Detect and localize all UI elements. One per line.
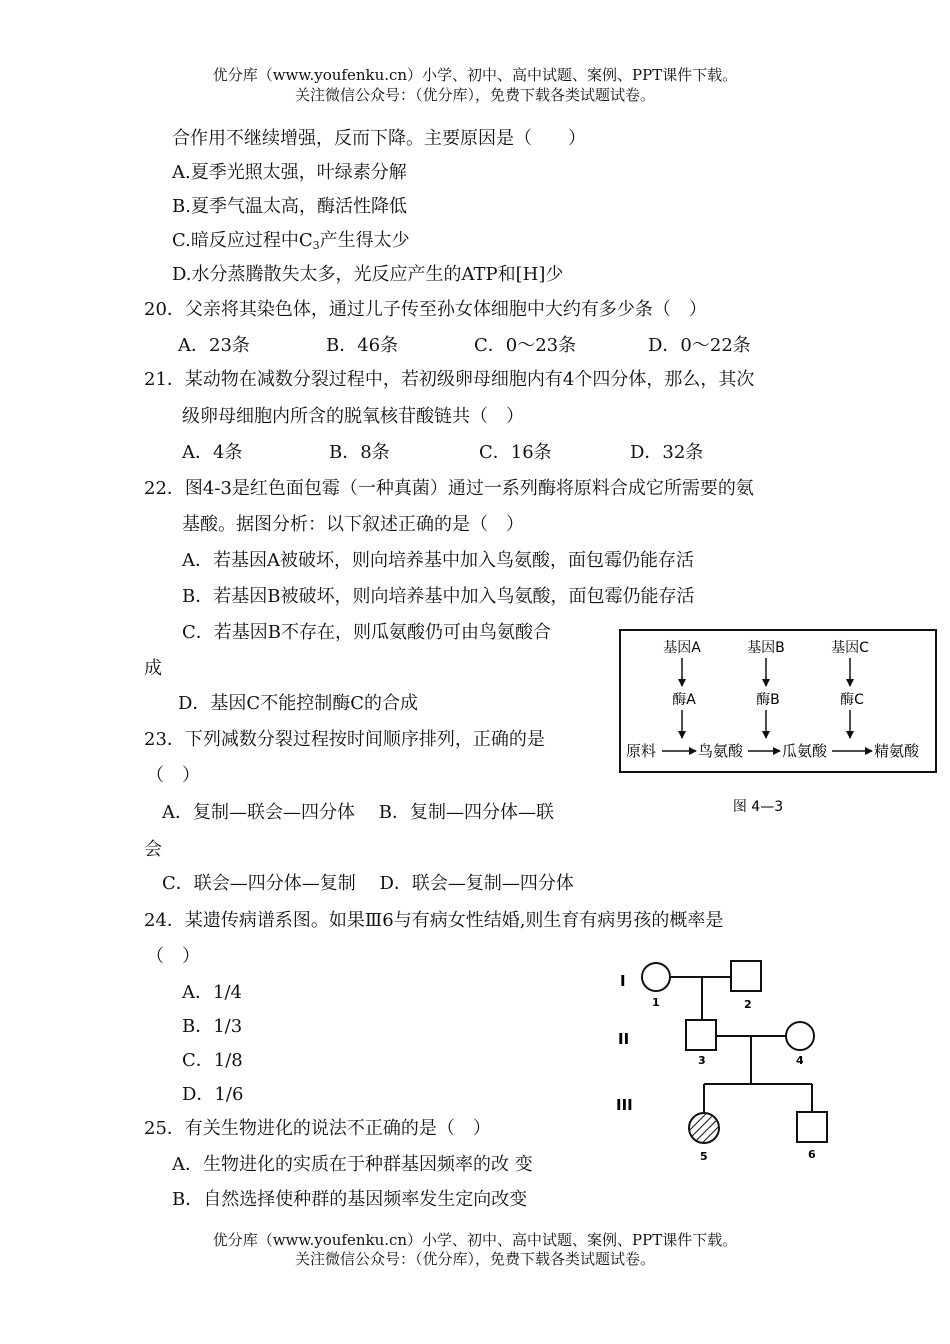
q23-stem-2: （ ） — [146, 765, 200, 786]
q21-option-d: D．32条 — [630, 442, 704, 463]
raw-material-label: 原料 — [626, 742, 657, 760]
q24-option-c: C．1/8 — [182, 1050, 243, 1071]
enzyme-b-label: 酶B — [756, 692, 780, 708]
individual-5-number: 5 — [700, 1150, 708, 1163]
individual-4-number: 4 — [796, 1054, 804, 1067]
q20-stem: 20．父亲将其染色体，通过儿子传至孙女体细胞中大约有多少条（ ） — [144, 299, 707, 320]
q22-option-c-1: C．若基因B不存在，则瓜氨酸仍可由鸟氨酸合 — [182, 622, 551, 643]
individual-5-affected-female — [689, 1113, 719, 1143]
ornithine-label: 鸟氨酸 — [698, 742, 744, 760]
gene-b-label: 基因B — [747, 640, 785, 656]
q22-option-a: A．若基因A被破坏，则向培养基中加入鸟氨酸，面包霉仍能存活 — [182, 550, 694, 571]
enzyme-a-label: 酶A — [672, 692, 696, 708]
q23-options-ab-2: 会 — [144, 839, 162, 860]
q22-stem-1: 22．图4-3是红色面包霉（一种真菌）通过一系列酶将原料合成它所需要的氨 — [144, 478, 754, 499]
individual-1-number: 1 — [652, 996, 660, 1009]
q23-options-ab-1: A．复制—联会—四分体 B．复制—四分体—联 — [162, 802, 554, 823]
q22-option-d: D．基因C不能控制酶C的合成 — [178, 693, 418, 714]
q22-option-b: B．若基因B被破坏，则向培养基中加入鸟氨酸，面包霉仍能存活 — [182, 586, 695, 607]
q19-option-c-pre: C.暗反应过程中C — [172, 230, 313, 251]
individual-6-male — [797, 1112, 827, 1142]
q23-stem-1: 23．下列减数分裂过程按时间顺序排列，正确的是 — [144, 729, 545, 750]
arginine-label: 精氨酸 — [874, 742, 920, 760]
q21-option-b: B．8条 — [329, 442, 390, 463]
generation-1-label: I — [620, 972, 626, 990]
q19-option-a: A.夏季光照太强，叶绿素分解 — [172, 162, 407, 183]
individual-3-male — [686, 1020, 716, 1050]
q22-option-c-2: 成 — [144, 658, 162, 679]
q19-option-c — [172, 229, 410, 258]
generation-3-label: III — [616, 1096, 633, 1114]
q20-option-a: A．23条 — [178, 335, 250, 356]
header-line-2: 关注微信公众号：（优分库），免费下载各类试题试卷。 — [294, 86, 655, 104]
q21-option-a: A．4条 — [182, 442, 243, 463]
q25-option-b: B．自然选择使种群的基因频率发生定向改变 — [172, 1189, 528, 1210]
q24-option-d: D．1/6 — [182, 1084, 244, 1105]
q19-option-d: D.水分蒸腾散失太多，光反应产生的ATP和[H]少 — [172, 264, 564, 285]
generation-2-label: II — [618, 1030, 630, 1048]
individual-1-female — [642, 963, 670, 991]
q20-option-c: C．0～23条 — [474, 335, 577, 356]
q21-option-c: C．16条 — [479, 442, 552, 463]
q20-option-d: D．0～22条 — [648, 335, 751, 356]
citrulline-label: 瓜氨酸 — [782, 742, 828, 760]
individual-2-number: 2 — [744, 998, 752, 1011]
footer-line-2: 关注微信公众号：（优分库），免费下载各类试题试卷。 — [294, 1250, 655, 1268]
q23-options-cd: C．联会—四分体—复制 D．联会—复制—四分体 — [162, 873, 574, 894]
q19-option-c-sub: 3 — [312, 239, 320, 252]
q19-option-b: B.夏季气温太高，酶活性降低 — [172, 196, 407, 217]
q25-stem: 25．有关生物进化的说法不正确的是（ ） — [144, 1118, 491, 1139]
individual-4-female — [786, 1022, 814, 1050]
q21-stem-2: 级卵母细胞内所含的脱氧核苷酸链共（ ） — [182, 406, 524, 427]
q19-option-c-post: 产生得太少 — [319, 230, 410, 251]
q20-option-b: B．46条 — [326, 335, 399, 356]
footer-line-1: 优分库（www.youfenku.cn）小学、初中、高中试题、案例、PPT课件下载。 — [212, 1231, 738, 1249]
q22-stem-2: 基酸。据图分析：以下叙述正确的是（ ） — [182, 514, 524, 535]
header-line-1: 优分库（www.youfenku.cn）小学、初中、高中试题、案例、PPT课件下载。 — [212, 66, 738, 84]
gene-c-label: 基因C — [831, 640, 869, 656]
individual-2-male — [731, 961, 761, 991]
enzyme-c-label: 酶C — [840, 692, 864, 708]
pedigree-chart — [608, 948, 838, 1168]
q24-option-a: A．1/4 — [182, 982, 242, 1003]
gene-a-label: 基因A — [663, 640, 701, 656]
q24-stem-1: 24．某遗传病谱系图。如果Ⅲ6与有病女性结婚,则生育有病男孩的概率是 — [144, 910, 724, 931]
figure-4-3 — [618, 626, 940, 826]
individual-6-number: 6 — [808, 1148, 816, 1161]
q24-option-b: B．1/3 — [182, 1016, 243, 1037]
q21-stem-1: 21．某动物在减数分裂过程中，若初级卵母细胞内有4个四分体，那么，其次 — [144, 369, 755, 390]
individual-3-number: 3 — [698, 1054, 706, 1067]
q24-stem-2: （ ） — [146, 946, 200, 967]
figure-caption: 图 4—3 — [732, 799, 784, 815]
q25-option-a: A．生物进化的实质在于种群基因频率的改 变 — [172, 1154, 533, 1175]
q19-stem-continued: 合作用不继续增强，反而下降。主要原因是（ ） — [172, 128, 586, 149]
